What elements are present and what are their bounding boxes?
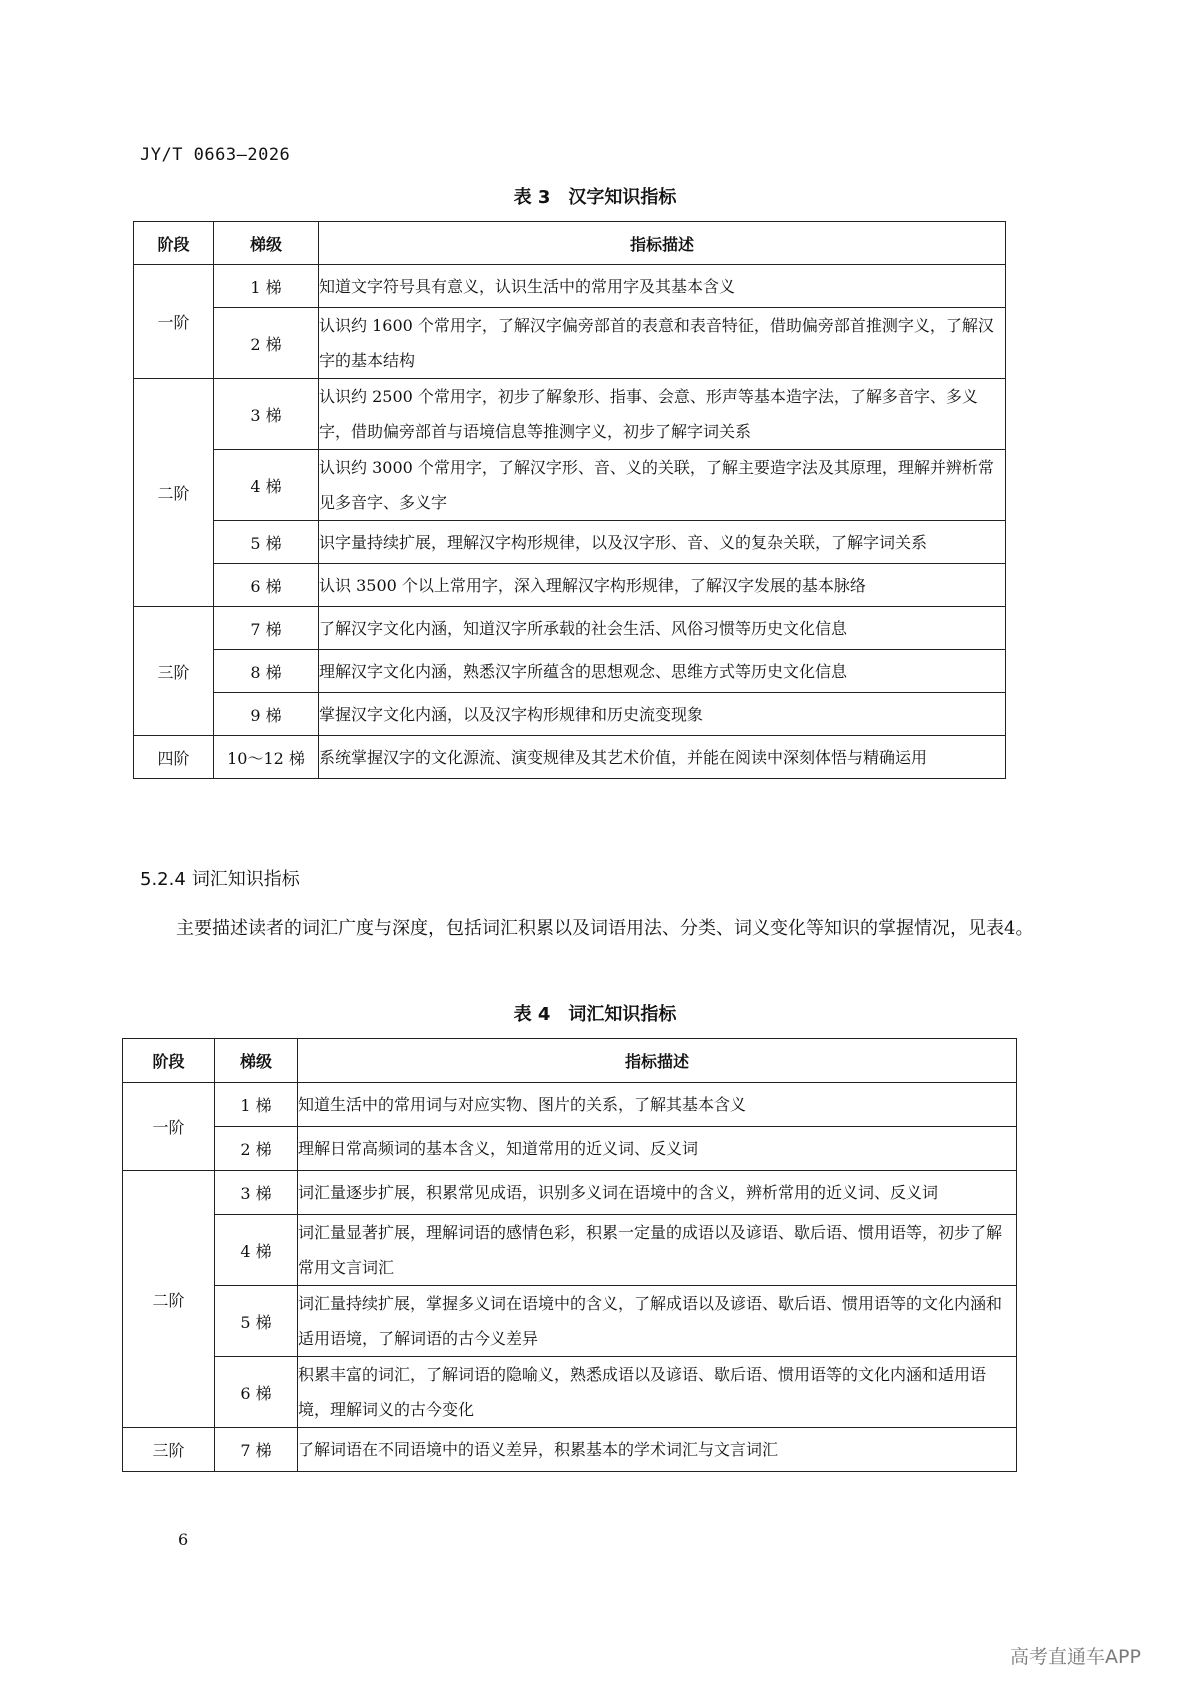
stage-cell: 三阶 [134, 607, 214, 736]
section-title: 词汇知识指标 [191, 869, 300, 890]
desc-cell: 词汇量逐步扩展，积累常见成语，识别多义词在语境中的含义，辨析常用的近义词、反义词 [298, 1171, 1017, 1215]
level-cell: 1 梯 [215, 1083, 298, 1127]
table4-header-row [123, 1039, 1017, 1083]
desc-cell: 理解汉字文化内涵，熟悉汉字所蕴含的思想观念、思维方式等历史文化信息 [319, 650, 1006, 693]
section-heading [140, 865, 300, 891]
level-cell: 4 梯 [215, 1215, 298, 1286]
table-row [134, 450, 1006, 521]
table3-caption [0, 183, 1190, 209]
table-row [123, 1428, 1017, 1472]
desc-cell: 理解日常高频词的基本含义，知道常用的近义词、反义词 [298, 1127, 1017, 1171]
table4-header-level: 梯级 [215, 1039, 298, 1083]
level-cell: 8 梯 [214, 650, 319, 693]
desc-cell: 知道生活中的常用词与对应实物、图片的关系，了解其基本含义 [298, 1083, 1017, 1127]
table3-number: 表 3 [513, 187, 551, 208]
desc-cell: 词汇量持续扩展，掌握多义词在语境中的含义，了解成语以及谚语、歇后语、惯用语等的文化内涵和适用语境，了解词语的古今义差异 [298, 1286, 1017, 1357]
table4 [122, 1038, 1017, 1472]
table4-header-desc: 指标描述 [298, 1039, 1017, 1083]
desc-cell: 积累丰富的词汇，了解词语的隐喻义，熟悉成语以及谚语、歇后语、惯用语等的文化内涵和适用语境，理解词义的古今变化 [298, 1357, 1017, 1428]
level-cell: 2 梯 [214, 308, 319, 379]
table3-title: 汉字知识指标 [568, 187, 677, 208]
table-row [134, 607, 1006, 650]
table-row [123, 1357, 1017, 1428]
desc-cell: 认识约 2500 个常用字，初步了解象形、指事、会意、形声等基本造字法，了解多音字、多义字，借助偏旁部首与语境信息等推测字义，初步了解字词关系 [319, 379, 1006, 450]
level-cell: 1 梯 [214, 265, 319, 308]
table-row [134, 650, 1006, 693]
desc-cell: 认识约 1600 个常用字，了解汉字偏旁部首的表意和表音特征，借助偏旁部首推测字义，了解汉字的基本结构 [319, 308, 1006, 379]
table3-header-level: 梯级 [214, 222, 319, 265]
page-number: 6 [178, 1530, 189, 1549]
desc-cell: 词汇量显著扩展，理解词语的感情色彩，积累一定量的成语以及谚语、歇后语、惯用语等，初步了解常用文言词汇 [298, 1215, 1017, 1286]
stage-cell: 二阶 [123, 1171, 215, 1428]
stage-cell: 三阶 [123, 1428, 215, 1472]
watermark: 高考直通车APP [1010, 1646, 1141, 1668]
desc-cell: 了解词语在不同语境中的语义差异，积累基本的学术词汇与文言词汇 [298, 1428, 1017, 1472]
level-cell: 5 梯 [214, 521, 319, 564]
table-row [134, 308, 1006, 379]
level-cell: 3 梯 [215, 1171, 298, 1215]
table3 [133, 221, 1006, 779]
body-paragraph: 主要描述读者的词汇广度与深度，包括词汇积累以及词语用法、分类、词义变化等知识的掌握情况，见表4。 [176, 918, 1034, 939]
table-row [123, 1215, 1017, 1286]
section-number: 5.2.4 [140, 869, 186, 890]
table-row [134, 564, 1006, 607]
table-row [134, 379, 1006, 450]
level-cell: 5 梯 [215, 1286, 298, 1357]
table3-header-row [134, 222, 1006, 265]
table-row [134, 521, 1006, 564]
level-cell: 6 梯 [215, 1357, 298, 1428]
level-cell: 6 梯 [214, 564, 319, 607]
table4-header-stage: 阶段 [123, 1039, 215, 1083]
stage-cell: 一阶 [123, 1083, 215, 1171]
table4-number: 表 4 [513, 1004, 551, 1025]
level-cell: 4 梯 [214, 450, 319, 521]
stage-cell: 一阶 [134, 265, 214, 379]
level-cell: 3 梯 [214, 379, 319, 450]
desc-cell: 知道文字符号具有意义，认识生活中的常用字及其基本含义 [319, 265, 1006, 308]
table-row [134, 736, 1006, 779]
table3-header-desc: 指标描述 [319, 222, 1006, 265]
desc-cell: 掌握汉字文化内涵，以及汉字构形规律和历史流变现象 [319, 693, 1006, 736]
table-row [123, 1171, 1017, 1215]
table-row [134, 265, 1006, 308]
table-row [123, 1286, 1017, 1357]
table-row [123, 1127, 1017, 1171]
level-cell: 9 梯 [214, 693, 319, 736]
stage-cell: 二阶 [134, 379, 214, 607]
level-cell: 7 梯 [215, 1428, 298, 1472]
desc-cell: 了解汉字文化内涵，知道汉字所承载的社会生活、风俗习惯等历史文化信息 [319, 607, 1006, 650]
level-cell: 10～12 梯 [214, 736, 319, 779]
desc-cell: 系统掌握汉字的文化源流、演变规律及其艺术价值，并能在阅读中深刻体悟与精确运用 [319, 736, 1006, 779]
table4-caption [0, 1000, 1190, 1026]
table-row [134, 693, 1006, 736]
stage-cell: 四阶 [134, 736, 214, 779]
desc-cell: 识字量持续扩展，理解汉字构形规律，以及汉字形、音、义的复杂关联，了解字词关系 [319, 521, 1006, 564]
level-cell: 2 梯 [215, 1127, 298, 1171]
standard-code: JY/T 0663—2026 [140, 145, 291, 165]
table4-title: 词汇知识指标 [568, 1004, 677, 1025]
table3-header-stage: 阶段 [134, 222, 214, 265]
desc-cell: 认识 3500 个以上常用字，深入理解汉字构形规律，了解汉字发展的基本脉络 [319, 564, 1006, 607]
table-row [123, 1083, 1017, 1127]
level-cell: 7 梯 [214, 607, 319, 650]
desc-cell: 认识约 3000 个常用字，了解汉字形、音、义的关联，了解主要造字法及其原理，理解并辨析常见多音字、多义字 [319, 450, 1006, 521]
